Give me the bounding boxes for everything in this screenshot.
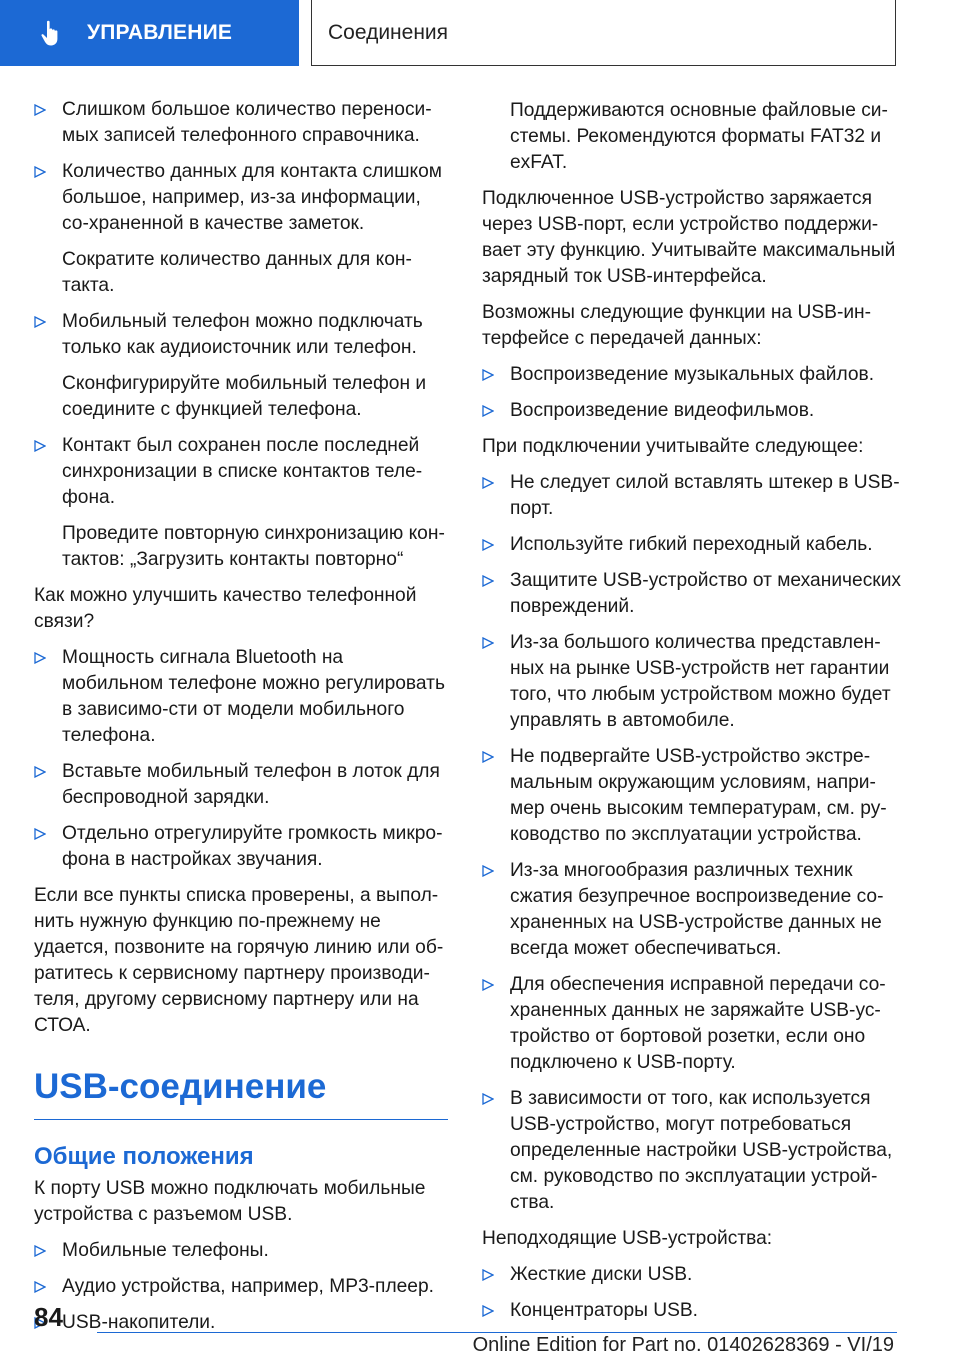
triangle-bullet-icon — [34, 316, 46, 328]
contact-paragraph: Если все пункты списка проверены, а выпол-нить нужную функцию по-прежнему не удается, позвоните на горячую линию или об-ратитесь к сервисному партнеру производи-теля, другому сервисному партнеру или на СТОА. — [34, 885, 444, 1036]
triangle-bullet-icon — [482, 1093, 494, 1105]
list-item — [482, 532, 902, 558]
list-item — [482, 630, 902, 734]
triangle-bullet-icon — [34, 166, 46, 178]
list-item — [482, 744, 902, 848]
list-item-text: Концентраторы USB. — [510, 1300, 699, 1321]
list-item — [482, 568, 902, 620]
list-item-text: Отдельно отрегулируйте громкость микро-фона в настройках звучания. — [62, 823, 443, 870]
list-item-text: USB-накопители. — [62, 1312, 216, 1333]
list-item-text: Аудио устройства, например, MP3-плеер. — [62, 1276, 434, 1297]
list-item-text: Контакт был сохранен после последней синхронизации в списке контактов теле-фона. — [62, 435, 423, 508]
notice-paragraph: При подключении учитывайте следующее: — [482, 436, 864, 457]
list-item — [34, 1238, 448, 1264]
triangle-bullet-icon — [482, 539, 494, 551]
list-item-text: Защитите USB-устройство от механических повреждений. — [510, 570, 902, 617]
triangle-bullet-icon — [34, 828, 46, 840]
unsuitable-paragraph: Неподходящие USB-устройства: — [482, 1228, 773, 1249]
section-heading: USB-соединение — [34, 1067, 448, 1120]
triangle-bullet-icon — [482, 637, 494, 649]
list-item — [34, 97, 448, 149]
left-column — [34, 97, 448, 1346]
section-tab[interactable] — [0, 0, 299, 66]
triangle-bullet-icon — [482, 477, 494, 489]
list-item — [482, 398, 902, 424]
list-item-text: Воспроизведение музыкальных файлов. — [510, 364, 875, 385]
list-item-text: Из-за многообразия различных техник сжатия безупречное воспроизведение со-храненных на USB-устройстве данных не всегда может обеспечиваться. — [510, 860, 884, 959]
list-item-text: В зависимости от того, как используется USB-устройство, могут потребоваться определенные настройки USB-устройства, см. руководство по эксплуатации устрой-ства. — [510, 1088, 893, 1213]
triangle-bullet-icon — [482, 865, 494, 877]
triangle-bullet-icon — [34, 104, 46, 116]
question-paragraph: Как можно улучшить качество телефонной связи? — [34, 585, 417, 632]
section-label: УПРАВЛЕНИЕ — [87, 21, 233, 44]
triangle-bullet-icon — [482, 1305, 494, 1317]
chapter-label: Соединения — [328, 20, 449, 44]
list-item-note: Сконфигурируйте мобильный телефон и соедините с функцией телефона. — [62, 373, 427, 420]
list-item-text: Количество данных для контакта слишком большое, например, из-за информации, со-храненной в качестве заметок. — [62, 161, 442, 234]
list-item — [482, 1086, 902, 1216]
list-item-text: Из-за большого количества представлен-ных на рынке USB-устройств нет гарантии того, что любым устройством можно будет управлять в автомобиле. — [510, 632, 891, 731]
triangle-bullet-icon — [34, 440, 46, 452]
list-item-note: Сократите количество данных для кон-такта. — [62, 249, 412, 296]
triangle-bullet-icon — [482, 369, 494, 381]
hand-pointer-icon — [37, 18, 67, 48]
list-item — [482, 858, 902, 962]
triangle-bullet-icon — [482, 979, 494, 991]
list-item-text: Вставьте мобильный телефон в лоток для беспроводной зарядки. — [62, 761, 440, 808]
list-item-text: Воспроизведение видеофильмов. — [510, 400, 815, 421]
list-item-text: Мощность сигнала Bluetooth на мобильном телефоне можно регулировать в зависимо-сти от модели мобильного телефона. — [62, 647, 445, 746]
triangle-bullet-icon — [482, 1269, 494, 1281]
right-column — [482, 98, 902, 1334]
triangle-bullet-icon — [34, 1281, 46, 1293]
usb-intro-paragraph: К порту USB можно подключать мобильные устройства с разъемом USB. — [34, 1178, 426, 1225]
list-item — [34, 759, 448, 811]
triangle-bullet-icon — [482, 751, 494, 763]
triangle-bullet-icon — [482, 405, 494, 417]
list-item — [482, 1262, 902, 1288]
subsection-heading: Общие положения — [34, 1143, 254, 1170]
list-item — [482, 470, 902, 522]
list-item — [482, 1298, 902, 1324]
footer-divider — [97, 1332, 897, 1333]
triangle-bullet-icon — [34, 652, 46, 664]
list-item-text: Используйте гибкий переходный кабель. — [510, 534, 873, 555]
page-header — [0, 0, 960, 66]
list-item — [34, 645, 448, 749]
list-item — [34, 309, 448, 361]
list-item — [34, 159, 448, 237]
list-item-text: Мобильные телефоны. — [62, 1240, 269, 1261]
triangle-bullet-icon — [34, 1245, 46, 1257]
page-number: 84 — [34, 1302, 63, 1332]
list-item-note: Проведите повторную синхронизацию кон-тактов: „Загрузить контакты повторно“ — [62, 523, 445, 570]
list-item-text: Для обеспечения исправной передачи со-храненных данных не заряжайте USB-ус-тройство от бортовой розетки, если оно подключено к USB-порту. — [510, 974, 886, 1073]
triangle-bullet-icon — [34, 766, 46, 778]
file-system-note: Поддерживаются основные файловые си-стемы. Рекомендуются форматы FAT32 и exFAT. — [510, 100, 888, 173]
list-item-text: Не подвергайте USB-устройство экстре-мальным окружающим условиям, напри-мер очень высоким температурам, см. ру-ководство по эксплуатации устройства. — [510, 746, 887, 845]
charging-paragraph: Подключенное USB-устройство заряжается через USB-порт, если устройство поддержи-вает эту функцию. Учитывайте максимальный зарядный ток USB-интерфейса. — [482, 188, 896, 287]
functions-paragraph: Возможны следующие функции на USB-ин-терфейсе с передачей данных: — [482, 302, 872, 349]
list-item — [34, 1274, 448, 1300]
list-item-text: Жесткие диски USB. — [510, 1264, 693, 1285]
list-item-text: Мобильный телефон можно подключать только как аудиоисточник или телефон. — [62, 311, 423, 358]
list-item-text: Слишком большое количество переноси-мых записей телефонного справочника. — [62, 99, 432, 146]
list-item — [482, 972, 902, 1076]
list-item — [34, 433, 448, 511]
list-item-text: Не следует силой вставлять штекер в USB-порт. — [510, 472, 900, 519]
list-item — [34, 821, 448, 873]
list-item — [482, 362, 902, 388]
chapter-tab[interactable] — [311, 0, 896, 66]
edition-footer: Online Edition for Part no. 01402628369 - VI/19 — [472, 1334, 894, 1356]
triangle-bullet-icon — [482, 575, 494, 587]
